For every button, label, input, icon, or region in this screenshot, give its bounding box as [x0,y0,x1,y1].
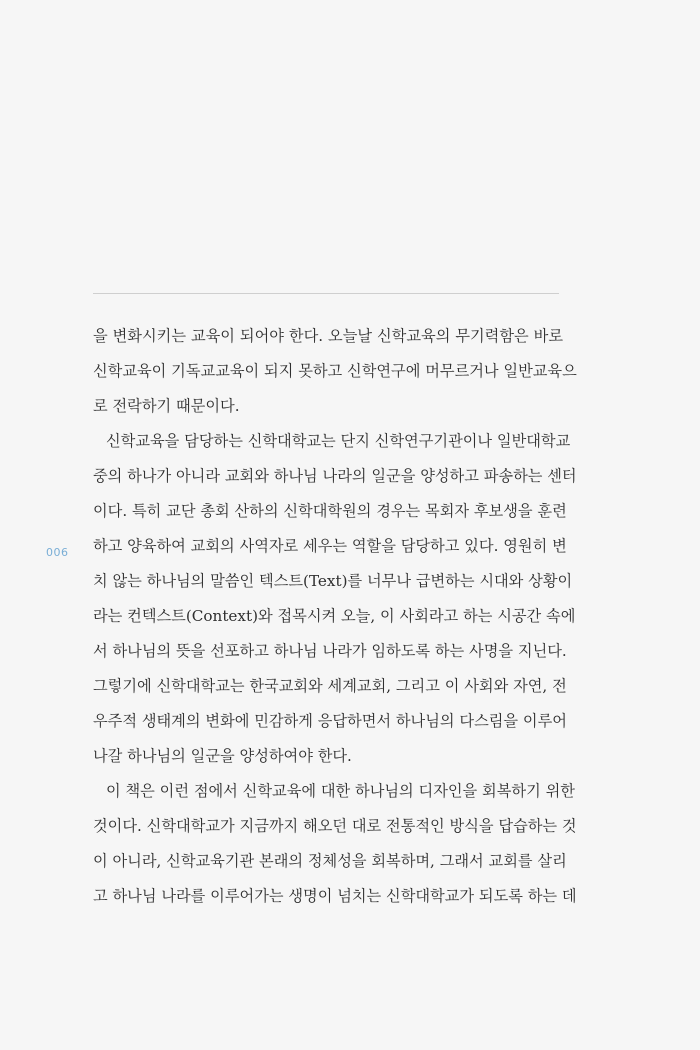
text-line: 우주적 생태계의 변화에 민감하게 응답하면서 하나님의 다스림을 이루어 [93,712,567,730]
text-line: 신학교육을 담당하는 신학대학교는 단지 신학연구기관이나 일반대학교 [106,432,571,450]
text-line: 이 책은 이런 점에서 신학교육에 대한 하나님의 디자인을 회복하기 위한 [106,782,575,800]
text-line: 이다. 특히 교단 총회 산하의 신학대학원의 경우는 목회자 후보생을 훈련 [93,502,567,520]
body-text [93,326,577,921]
text-line: 고 하나님 나라를 이루어가는 생명이 넘치는 신학대학교가 되도록 하는 데 [93,887,577,905]
page-number: 006 [46,546,69,559]
header-divider [93,293,559,294]
text-line: 치 않는 하나님의 말씀인 텍스트(Text)를 너무나 급변하는 시대와 상황이 [93,572,573,590]
text-line: 그렇기에 신학대학교는 한국교회와 세계교회, 그리고 이 사회와 자연, 전 [93,677,567,695]
text-line: 하고 양육하여 교회의 사역자로 세우는 역할을 담당하고 있다. 영원히 변 [93,537,567,555]
text-line: 중의 하나가 아니라 교회와 하나님 나라의 일군을 양성하고 파송하는 센터 [93,467,577,485]
text-line: 서 하나님의 뜻을 선포하고 하나님 나라가 임하도록 하는 사명을 지닌다. [93,642,567,660]
text-line: 이 아니라, 신학교육기관 본래의 정체성을 회복하며, 그래서 교회를 살리 [93,852,567,870]
text-line: 라는 컨텍스트(Context)와 접목시켜 오늘, 이 사회라고 하는 시공간 속에 [93,607,576,625]
text-line: 을 변화시키는 교육이 되어야 한다. 오늘날 신학교육의 무기력함은 바로 [93,327,563,345]
text-line: 로 전락하기 때문이다. [93,397,240,415]
text-line: 것이다. 신학대학교가 지금까지 해오던 대로 전통적인 방식을 답습하는 것 [93,817,577,835]
text-line: 신학교육이 기독교교육이 되지 못하고 신학연구에 머무르거나 일반교육으 [93,362,577,380]
text-line: 나갈 하나님의 일군을 양성하여야 한다. [93,747,352,765]
